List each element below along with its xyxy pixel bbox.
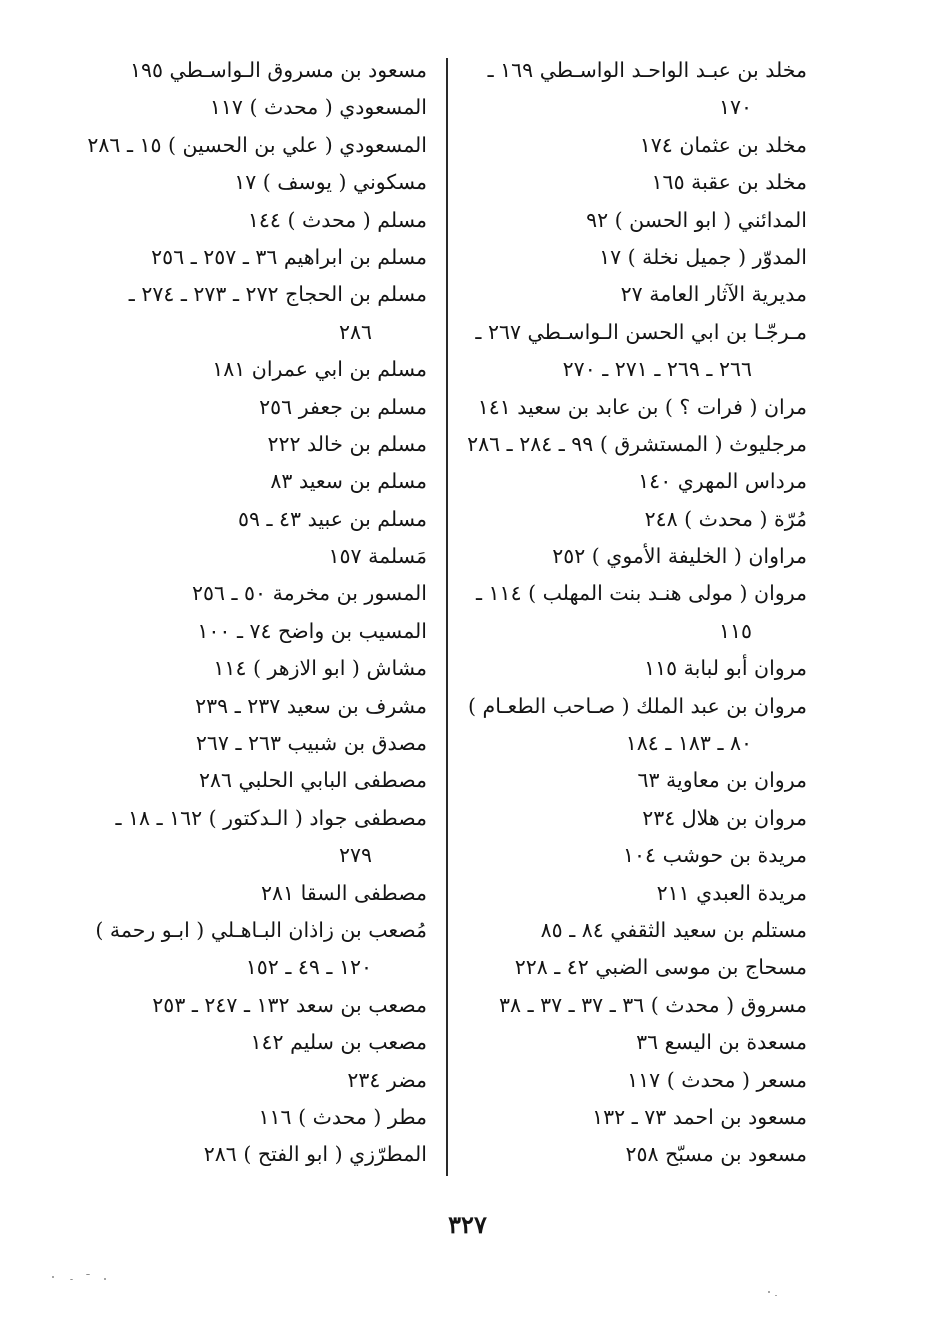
index-entry: مطر ( محدث ) ١١٦	[258, 1104, 427, 1129]
index-entry-continuation: ٢٦٦ ـ ٢٦٩ ـ ٢٧١ ـ ٢٧٠	[562, 357, 752, 382]
index-entry: مريدة العبدي ٢١١	[656, 880, 807, 905]
index-entry: مسعدة بن اليسع ٣٦	[636, 1030, 807, 1055]
scan-speck	[775, 1295, 777, 1296]
index-entry: مسكوني ( يوسف ) ١٧	[234, 170, 427, 195]
index-entry: مخلد بن عقبة ١٦٥	[651, 170, 807, 195]
index-entry: مران ( فرات ؟ ) بن عابد بن سعيد ١٤١	[477, 394, 807, 419]
index-entry: مسلم بن ابراهيم ٣٦ ـ ٢٥٧ ـ ٢٥٦	[151, 244, 427, 269]
index-entry: مشاش ( ابو الازهر ) ١١٤	[213, 656, 427, 681]
index-entry: مسعود بن احمد ٧٣ ـ ١٣٢	[592, 1104, 807, 1129]
index-entry: مسلم بن سعيد ٨٣	[270, 469, 427, 494]
index-entry: مسلم بن عبيد ٤٣ ـ ٥٩	[237, 506, 427, 531]
index-entry: مُرّة ( محدث ) ٢٤٨	[644, 506, 807, 531]
index-entry: مُصعب بن زاذان البـاهـلي ( ابـو رحمة )	[95, 917, 427, 942]
index-entry: مصعب بن سعد ١٣٢ ـ ٢٤٧ ـ ٢٥٣	[152, 992, 427, 1017]
index-entry: مروان بن هلال ٢٣٤	[642, 805, 807, 830]
index-entry-continuation: ١١٥	[718, 618, 752, 643]
index-entry: مضر ٢٣٤	[347, 1067, 427, 1092]
index-entry: مشرف بن سعيد ٢٣٧ ـ ٢٣٩	[195, 693, 427, 718]
index-entry: مَسلمة ١٥٧	[328, 544, 427, 569]
index-entry: المطرّزي ( ابو الفتح ) ٢٨٦	[203, 1142, 427, 1167]
index-entry: مسعر ( محدث ) ١١٧	[627, 1067, 807, 1092]
scan-speck	[70, 1279, 73, 1280]
index-entry-continuation: ٢٨٦	[338, 319, 372, 344]
index-entry-continuation: ٨٠ ـ ١٨٣ ـ ١٨٤	[625, 731, 752, 756]
index-entry: مصعب بن سليم ١٤٢	[250, 1030, 427, 1055]
index-entry: المسعودي ( محدث ) ١١٧	[209, 95, 427, 120]
index-entry: مخلد بن عبـد الواحـد الواسـطي ١٦٩ ـ	[487, 58, 807, 82]
index-entry: المسيب بن واضح ٧٤ ـ ١٠٠	[197, 618, 427, 643]
scan-speck	[52, 1276, 54, 1278]
index-entry: مسلم بن خالد ٢٢٢	[267, 431, 427, 456]
index-entry: مصدق بن شبيب ٢٦٣ ـ ٢٦٧	[195, 731, 427, 756]
index-entry: المسعودي ( علي بن الحسين ) ١٥ ـ ٢٨٦	[87, 132, 427, 157]
index-entry: مصطفى البابي الحلبي ٢٨٦	[198, 768, 427, 793]
index-entry: مراوان ( الخليفة الأموي ) ٢٥٢	[552, 544, 807, 569]
index-entry-continuation: ١٧٠	[718, 95, 752, 120]
column-divider	[446, 58, 448, 1176]
index-entry: مسلم ( محدث ) ١٤٤	[247, 207, 427, 232]
index-entry: مـرجّـا بن ابي الحسن الـواسـطي ٢٦٧ ـ	[475, 319, 807, 344]
index-entry: مستلم بن سعيد الثقفي ٨٤ ـ ٨٥	[540, 917, 807, 942]
scan-speck	[86, 1274, 90, 1275]
index-entry: مريدة بن حوشب ١٠٤	[623, 843, 807, 868]
index-entry: مروان أبو لبابة ١١٥	[644, 656, 807, 681]
index-entry: مسلم بن الحجاج ٢٧٢ ـ ٢٧٣ ـ ٢٧٤ ـ	[128, 282, 427, 307]
index-entry: مسحاج بن موسى الضبي ٤٢ ـ ٢٢٨	[514, 955, 807, 980]
index-entry: مسروق ( محدث ) ٣٦ ـ ٣٧ ـ ٣٧ ـ ٣٨	[499, 992, 807, 1017]
index-entry: مروان ( مولى هنـد بنت المهلب ) ١١٤ ـ	[476, 581, 807, 606]
index-entry: مصطفى السقا ٢٨١	[261, 880, 427, 905]
index-entry: مسعود بن مسروق الـواسـطي ١٩٥	[129, 58, 427, 82]
index-column-left	[87, 52, 427, 1174]
index-entry: مسعود بن مسبّح ٢٥٨	[625, 1142, 807, 1167]
index-entry: مصطفى جواد ( الـدكتور ) ١٦٢ ـ ١٨ ـ	[115, 805, 427, 830]
index-entry: المدائني ( ابو الحسن ) ٩٢	[586, 207, 807, 232]
index-entry: المدوّر ( جميل نخلة ) ١٧	[599, 244, 807, 269]
index-column-right	[462, 52, 807, 1174]
index-entry: مروان بن عبد الملك ( صـاحب الطعـام )	[468, 693, 807, 718]
scan-speck	[768, 1291, 770, 1293]
index-entry-continuation: ٢٧٩	[338, 843, 372, 868]
index-entry-continuation: ١٢٠ ـ ٤٩ ـ ١٥٢	[245, 955, 372, 980]
index-entry: مروان بن معاوية ٦٣	[637, 768, 807, 793]
index-entry: مرجليوث ( المستشرق ) ٩٩ ـ ٢٨٤ ـ ٢٨٦	[467, 431, 807, 456]
index-entry: مسلم بن ابي عمران ١٨١	[212, 357, 427, 382]
index-entry: مديرية الآثار العامة ٢٧	[620, 282, 807, 307]
index-entry: مرداس المهري ١٤٠	[638, 469, 807, 494]
page-number: ٣٢٧	[448, 1210, 487, 1239]
index-entry: المسور بن مخرمة ٥٠ ـ ٢٥٦	[191, 581, 427, 606]
index-entry: مخلد بن عثمان ١٧٤	[639, 132, 807, 157]
scan-speck	[104, 1278, 106, 1280]
index-entry: مسلم بن جعفر ٢٥٦	[259, 394, 427, 419]
